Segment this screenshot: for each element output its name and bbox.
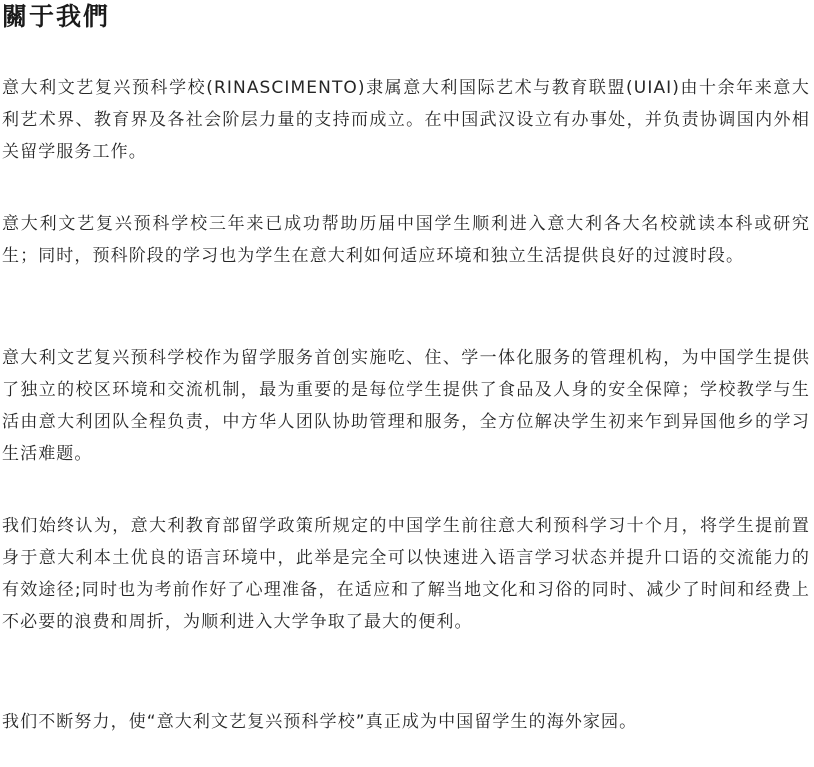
- closing-paragraph: 我们不断努力，使“意大利文艺复兴预科学校”真正成为中国留学生的海外家园。: [2, 712, 638, 732]
- intro-paragraph: 意大利文艺复兴预科学校(RINASCIMENTO)隶属意大利国际艺术与教育联盟(UIAI)由十余年来意大利艺术界、教育界及各社会阶层力量的支持而成立。在中国武汉设立有办事处，并负责协调国内外相关留学服务工作。: [2, 78, 810, 162]
- achievements-paragraph: 意大利文艺复兴预科学校三年来已成功帮助历届中国学生顺利进入意大利各大名校就读本科或研究生；同时，预科阶段的学习也为学生在意大利如何适应环境和独立生活提供良好的过渡时段。: [2, 214, 810, 266]
- page-title: 關于我們: [2, 2, 111, 31]
- services-paragraph: 意大利文艺复兴预科学校作为留学服务首创实施吃、住、学一体化服务的管理机构，为中国学生提供了独立的校区环境和交流机制，最为重要的是每位学生提供了食品及人身的安全保障；学校教学与生活由意大利团队全程负责，中方华人团队协助管理和服务，全方位解决学生初来乍到异国他乡的学习生活难题。: [2, 348, 810, 464]
- philosophy-paragraph: 我们始终认为，意大利教育部留学政策所规定的中国学生前往意大利预科学习十个月，将学生提前置身于意大利本土优良的语言环境中，此举是完全可以快速进入语言学习状态并提升口语的交流能力的有效途径;同时也为考前作好了心理准备，在适应和了解当地文化和习俗的同时、减少了时间和经费上不必要的浪费和周折，为顺利进入大学争取了最大的便利。: [2, 516, 810, 632]
